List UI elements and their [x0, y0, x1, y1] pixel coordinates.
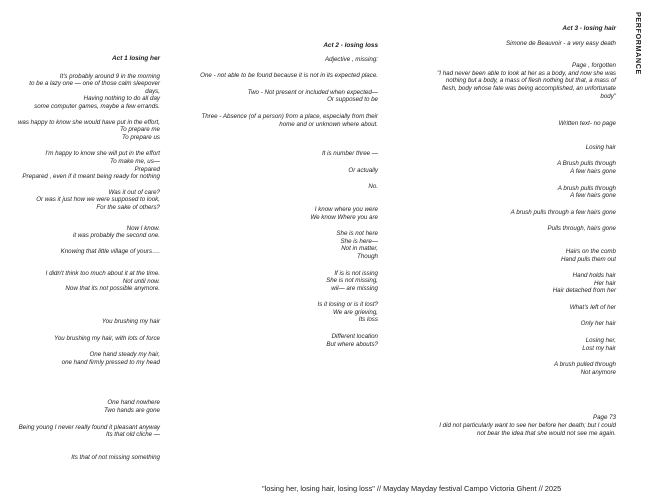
text-line: Is it losing or is it lost? [317, 301, 378, 309]
text-line: A brush pulls through a few hairs gone [510, 208, 616, 216]
text-line: We are grieving, [333, 308, 378, 316]
text-line: I didn't think too much about it at the time. [45, 270, 160, 278]
act1-title: Act 1 losing her [112, 55, 160, 62]
act3-block-6 [436, 209, 616, 217]
text-line: Was it out of care? [108, 188, 160, 196]
text-line: A brush pulled through [553, 361, 616, 369]
act3-block-7 [436, 225, 616, 233]
act3-block-8 [436, 248, 616, 263]
text-line: home and or unknown where about. [279, 120, 378, 128]
act1-block-8 [16, 335, 160, 343]
text-line: A few hairs gone [570, 167, 616, 175]
act3-block-4 [436, 160, 616, 175]
text-line: You brushing my hair [101, 318, 160, 326]
text-line: I did not particularly want to see her before her death; but I could [439, 422, 616, 430]
text-line: She is here— [340, 237, 378, 245]
act1-block-6 [16, 270, 160, 293]
text-line: some computer games, maybe a few errands. [34, 102, 160, 110]
text-line: We know Where you are [310, 213, 378, 221]
text-line: Different location [331, 333, 378, 341]
text-line: Being young I never really found it pleasant anyway [18, 423, 160, 431]
act3-block-2 [436, 120, 616, 128]
text-line: A brush pulls through [557, 184, 616, 192]
act3-block-12 [436, 337, 616, 352]
act1-block-11 [16, 424, 160, 439]
text-line: Two - Not present or included when expected— [247, 88, 378, 96]
text-line: Page , forgotten [571, 62, 616, 70]
act3-title: Act 3 - losing hair [562, 25, 616, 32]
text-line: Losing hair [585, 143, 616, 151]
act2-block-9 [200, 270, 378, 293]
text-line: But where abouts? [326, 340, 378, 348]
act1-block-7 [16, 318, 160, 326]
act1-block-10 [16, 399, 160, 414]
act2-block-5 [200, 167, 378, 175]
text-line: Prepared , even if it meant being ready for nothing [22, 173, 160, 181]
act3-block-11 [436, 320, 616, 328]
act1-block-5 [16, 248, 160, 256]
act3-block-13 [436, 361, 616, 376]
text-line: If is is not issing [334, 269, 378, 277]
act2-block-3 [200, 113, 378, 128]
act1-block-3 [16, 189, 160, 212]
text-line: It's probably around 9 in the morning [59, 72, 160, 80]
text-line: You brushing my hair, with lots of force [54, 334, 160, 342]
text-line: Not until now. [122, 277, 160, 285]
text-line: A Brush pulls through [557, 160, 616, 168]
text-line: Three - Absence (of a person) from a place, especially from their [201, 112, 378, 120]
text-line: For the sake of others? [96, 203, 160, 211]
text-line: Hand holds hair [572, 272, 616, 280]
act1-block-2 [16, 150, 160, 180]
act3-block-1 [436, 62, 616, 100]
text-line: Having nothing to do all day [83, 95, 160, 103]
act1-block-4 [16, 225, 160, 240]
act2-block-7 [200, 206, 378, 221]
text-line: Now I know. [126, 224, 160, 232]
text-line: Its that of not missing something [71, 453, 160, 461]
text-line: Knowing that little village of yours…. [60, 247, 160, 255]
act3-column [436, 25, 616, 437]
text-line: Adjective , missing: [325, 55, 378, 63]
text-line: One hand steady my hair, [89, 351, 160, 359]
text-line: I'm happy to know she will put in the effort [45, 150, 160, 158]
text-line: Or was it just how we were supposed to look, [36, 196, 160, 204]
text-line: One - not able to be found because it is not in its expected place. [200, 72, 378, 80]
act2-block-1 [200, 72, 378, 80]
text-line: body" [600, 92, 616, 100]
text-line: No. [368, 183, 378, 191]
text-line: nothing but a body, a mass of flesh nothing but that, a mass of [445, 77, 616, 85]
text-line: Pulls through, hairs gone [547, 225, 616, 233]
act2-block-10 [200, 301, 378, 324]
text-line: Losing her, [585, 337, 616, 345]
text-line: It is number three — [321, 150, 378, 158]
footer-caption: "losing her, losing hair, losing loss" // Mayday Mayday festival Campo Victoria Ghent // 2025 [262, 484, 562, 493]
act2-column [200, 42, 378, 348]
text-line: To prepare us [122, 133, 160, 141]
text-line: Page 73 [592, 414, 616, 422]
act3-block-14 [436, 414, 616, 437]
act2-block-8 [200, 230, 378, 260]
act1-block-9 [16, 351, 160, 366]
text-line: not bear the idea that she would not see me again. [477, 429, 616, 437]
text-line: was happy to know she would have put in the effort, [17, 118, 160, 126]
text-line: Or supposed to be [327, 96, 378, 104]
act1-column [16, 55, 160, 461]
act3-block-9 [436, 272, 616, 295]
section-label-performance: PERFORMANCE [634, 12, 643, 75]
text-line: Her hair [593, 279, 616, 287]
text-line: one hand firmly pressed to my head [61, 358, 160, 366]
text-line: Hairs on the comb [565, 247, 616, 255]
text-line: to be a lazy one — one of those calm sleepover days, [29, 80, 160, 95]
text-line: Two hands are gone [104, 407, 160, 415]
text-line: Its that old cliche — [106, 431, 160, 439]
text-line: Not anymore [580, 368, 616, 376]
act1-block-12 [16, 454, 160, 462]
text-line: A few hairs gone [570, 192, 616, 200]
text-line: Simone de Beauvoir - a very easy death [505, 39, 616, 47]
text-line: Hand pulls them out [560, 255, 616, 263]
act2-block-4 [200, 150, 378, 158]
act2-block-11 [200, 333, 378, 348]
text-line: wil— are missing [331, 284, 378, 292]
text-line: Prepared [134, 165, 160, 173]
act3-block-3 [436, 144, 616, 152]
act3-block-0 [436, 40, 616, 48]
act1-block-0 [16, 73, 160, 111]
text-line: To prepare me [119, 126, 160, 134]
text-line: Only her hair [580, 320, 616, 328]
text-line: "I had never been able to look at her as a body, and now she was [437, 69, 616, 77]
text-line: Lost my hair [582, 344, 616, 352]
text-line: Now that its not possible anymore. [65, 285, 160, 293]
act3-block-10 [436, 304, 616, 312]
text-line: Written text- no page [558, 120, 616, 128]
text-line: Not in matter, [341, 245, 378, 253]
text-line: Hair detached from her [552, 287, 616, 295]
text-line: What's left of her [569, 303, 616, 311]
act2-block-0 [200, 56, 378, 64]
text-line: To make me, us— [110, 157, 160, 165]
text-line: One hand nowhere [107, 399, 160, 407]
text-line: flesh, body whose fate was being accomplished, an unfortunate [441, 84, 616, 92]
text-line: it was probably the second one. [72, 232, 160, 240]
act2-block-6 [200, 183, 378, 191]
text-line: She is not here [336, 230, 378, 238]
act2-title: Act 2 - losing loss [323, 42, 378, 49]
text-line: Or actually [348, 166, 378, 174]
act3-block-5 [436, 185, 616, 200]
text-line: Its loss [358, 316, 378, 324]
act1-block-1 [16, 119, 160, 142]
text-line: She is not missing, [326, 277, 378, 285]
text-line: Though [357, 252, 378, 260]
act2-block-2 [200, 89, 378, 104]
text-line: I know where you were [314, 205, 378, 213]
